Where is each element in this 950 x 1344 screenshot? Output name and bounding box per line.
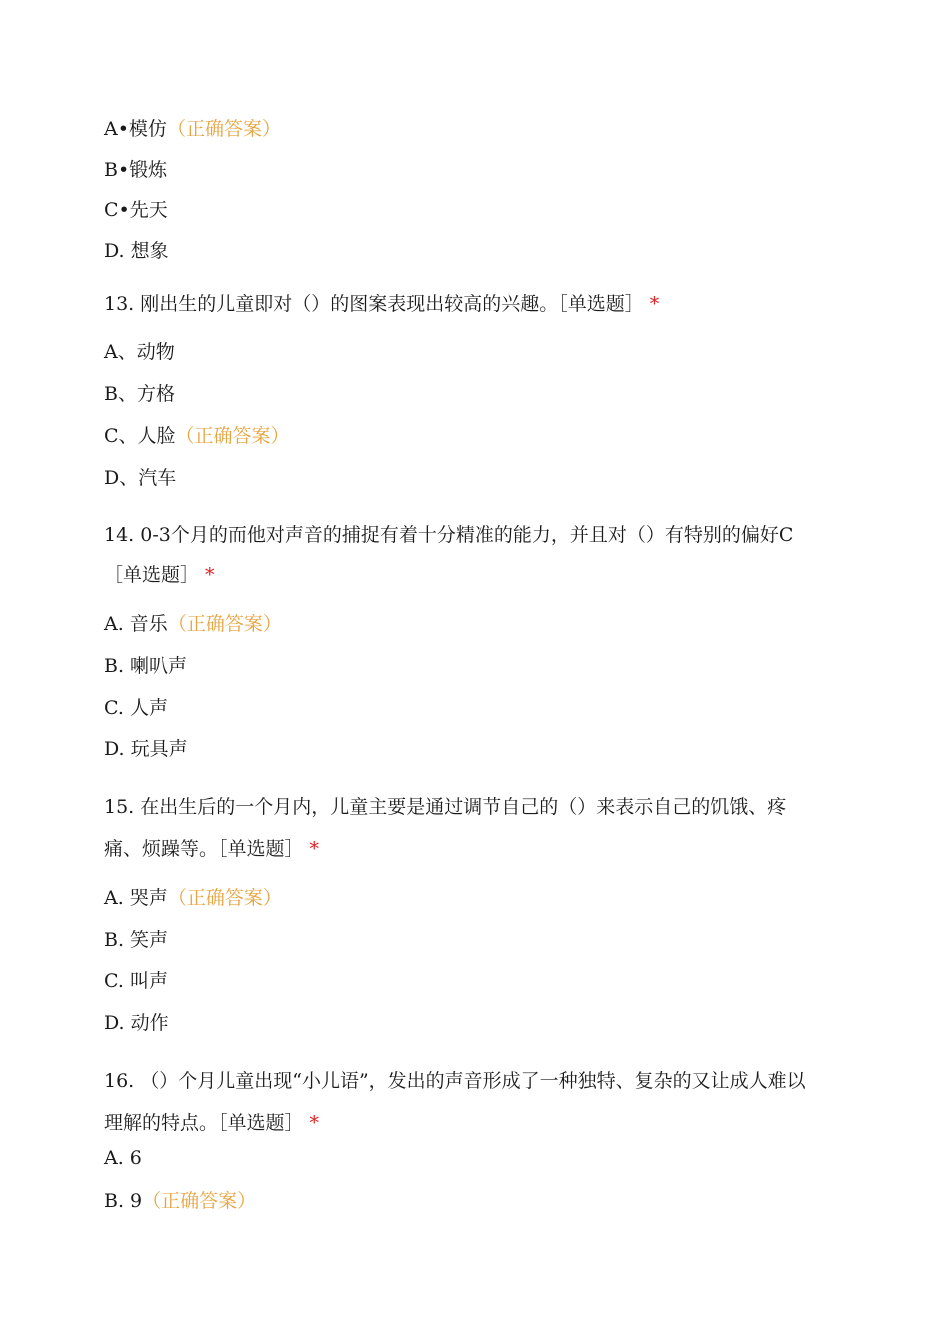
- q15-stem-line1: 15. 在出生后的一个月内，儿童主要是通过调节自己的（）来表示自己的饥饿、疼: [104, 796, 787, 818]
- q13-option-c: C、人脸（正确答案）: [104, 425, 290, 447]
- q12-option-d: D. 想象: [104, 240, 169, 262]
- q16-stem-line1: 16. （）个月儿童出现“小儿语”，发出的声音形成了一种独特、复杂的又让成人难以: [104, 1070, 806, 1092]
- q13-stem: 13. 刚出生的儿童即对（）的图案表现出较高的兴趣。［单选题］ *: [104, 293, 660, 315]
- q13-option-d: D、汽车: [104, 467, 177, 489]
- correct-answer-tag: （正确答案）: [175, 425, 290, 447]
- q15-option-c: C. 叫声: [104, 970, 168, 992]
- required-mark: *: [309, 838, 320, 860]
- q16-option-b: B. 9（正确答案）: [104, 1190, 257, 1212]
- q14-stem-line1: 14. 0-3个月的而他对声音的捕捉有着十分精准的能力，并且对（）有特别的偏好C: [104, 524, 794, 546]
- q14-stem-line2: ［单选题］ *: [104, 564, 215, 586]
- correct-answer-tag: （正确答案）: [142, 1190, 257, 1212]
- correct-answer-tag: （正确答案）: [167, 887, 282, 909]
- q16-option-a: A. 6: [104, 1147, 142, 1169]
- correct-answer-tag: （正确答案）: [167, 613, 282, 635]
- q13-option-b: B、方格: [104, 383, 175, 405]
- q14-option-c: C. 人声: [104, 697, 168, 719]
- required-mark: *: [309, 1112, 320, 1134]
- q16-stem-line2: 理解的特点。［单选题］ *: [104, 1112, 320, 1134]
- q15-option-b: B. 笑声: [104, 929, 169, 951]
- q15-stem-line2: 痛、烦躁等。［单选题］ *: [104, 838, 320, 860]
- q15-option-a: A. 哭声（正确答案）: [104, 887, 282, 909]
- required-mark: *: [649, 293, 660, 315]
- q12-option-c: C•先天: [104, 199, 168, 221]
- required-mark: *: [205, 564, 215, 586]
- q14-option-a: A. 音乐（正确答案）: [104, 613, 282, 635]
- q12-option-a: A•模仿（正确答案）: [104, 118, 281, 140]
- q15-option-d: D. 动作: [104, 1012, 169, 1034]
- correct-answer-tag: （正确答案）: [166, 118, 281, 140]
- q12-option-b: B•锻炼: [104, 159, 168, 181]
- q14-option-d: D. 玩具声: [104, 738, 188, 760]
- q13-option-a: A、动物: [104, 341, 175, 363]
- q14-option-b: B. 喇叭声: [104, 655, 188, 677]
